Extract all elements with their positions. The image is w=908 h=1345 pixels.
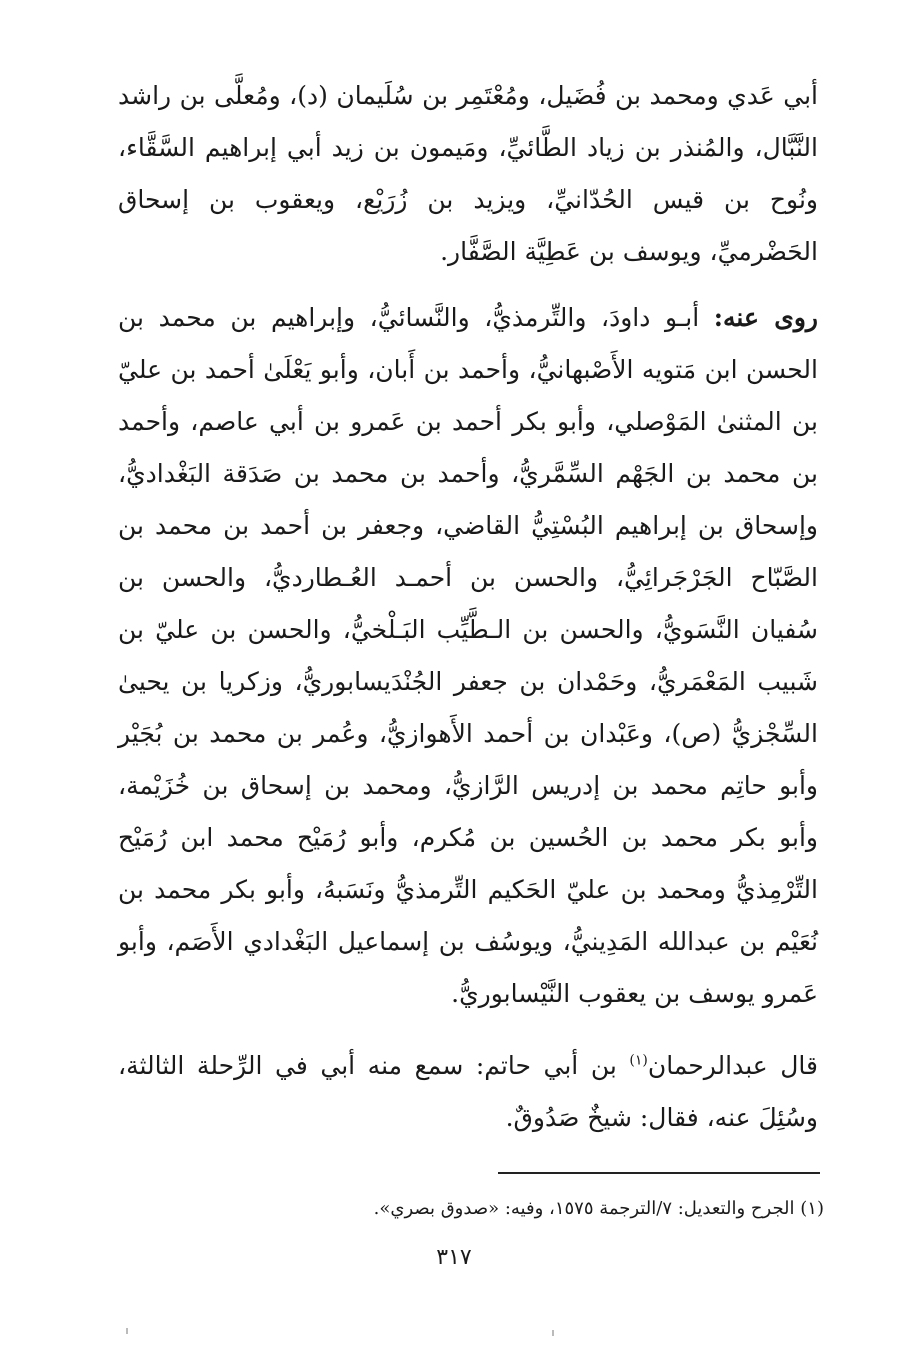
paragraph-text: أبـو داودَ، والتِّرمذيُّ، والنَّسائيُّ، وإبراهيم بن محمد بن الحسن ابن مَتويه الأَصْبهانيُّ، وأحمد بن أَبان، وأبو يَعْلَىٰ أحمد بن عليّ بن المثنىٰ المَوْصلي، وأبو بكر أحمد بن عَمرو بن أبي عاصم، وأحمد بن محمد بن الجَهْم السِّمَّريُّ، وأحمد بن محمد بن صَدَقة البَغْداديُّ، وإسحاق بن إبراهيم البُسْتِيُّ القاضي، وجعفر بن أحمد بن محمد بن الصَّبّاح الجَرْجَرائِيُّ، والحسن بن أحمـد العُـطارديُّ، والحسن بن سُفيان النَّسَويُّ، والحسن بن الـطَّيِّب البَـلْخيُّ، والحسن بن عليّ بن شَبيب المَعْمَريُّ، وحَمْدان بن جعفر الجُنْدَيسابوريُّ، وزكريا بن يحيىٰ السِّجْزيُّ (ص)، وعَبْدان بن أحمد الأَهوازيُّ، وعُمر بن محمد بن بُجَيْر وأبو حاتِم محمد بن إدريس الرَّازيُّ، ومحمد بن إسحاق بن خُزَيْمة، وأبو بكر محمد بن الحُسين بن مُكرم، وأبو رُمَيْح محمد ابن رُمَيْح التِّرْمِذيُّ ومحمد بن عليّ الحَكيم التِّرمذيُّ ونَسَبهُ، وأبو بكر محمد بن نُعَيْم بن عبدالله المَدِينيُّ، ويوسُف بن إسماعيل البَغْدادي الأَصَم، وأبو عَمرو يوسف بن يعقوب النَّيْسابوريُّ.: [118, 303, 818, 1008]
footnote-text: (١) الجرح والتعديل: ٧/الترجمة ١٥٧٥، وفيه: «صدوق بصري».: [373, 1198, 824, 1219]
footnote: [118, 1195, 824, 1223]
footnote-separator: [498, 1172, 820, 1174]
paragraph-assessment: [118, 1040, 874, 1144]
footnote-reference: (١): [629, 1052, 648, 1069]
paragraph-text-end: بن أبي حاتم: سمع منه أبي في الرِّحلة الثالثة، وسُئِلَ عنه، فقال: شيخٌ صَدُوقٌ.: [118, 1051, 818, 1132]
page-number: ٣١٧: [436, 1245, 472, 1270]
scan-speck: [126, 1328, 128, 1334]
paragraph-text-start: قال عبدالرحمان: [647, 1051, 818, 1080]
paragraph-teachers-continued: [118, 70, 818, 278]
paragraph-narrators: [118, 292, 874, 1020]
scan-speck: [552, 1330, 554, 1336]
section-label: روى عنه:: [713, 303, 818, 332]
paragraph-text: أبي عَدي ومحمد بن فُضَيل، ومُعْتَمِر بن سُلَيمان (د)، ومُعلَّى بن راشد النَّبَّال، والمُنذر بن زياد الطَّائيِّ، ومَيمون بن زيد أبي إبراهيم السَّقَّاء، ونُوح بن قيس الحُدّانيِّ، ويزيد بن زُرَيْع، ويعقوب بن إسحاق الحَضْرميِّ، ويوسف بن عَطِيَّة الصَّفَّار.: [118, 81, 818, 266]
